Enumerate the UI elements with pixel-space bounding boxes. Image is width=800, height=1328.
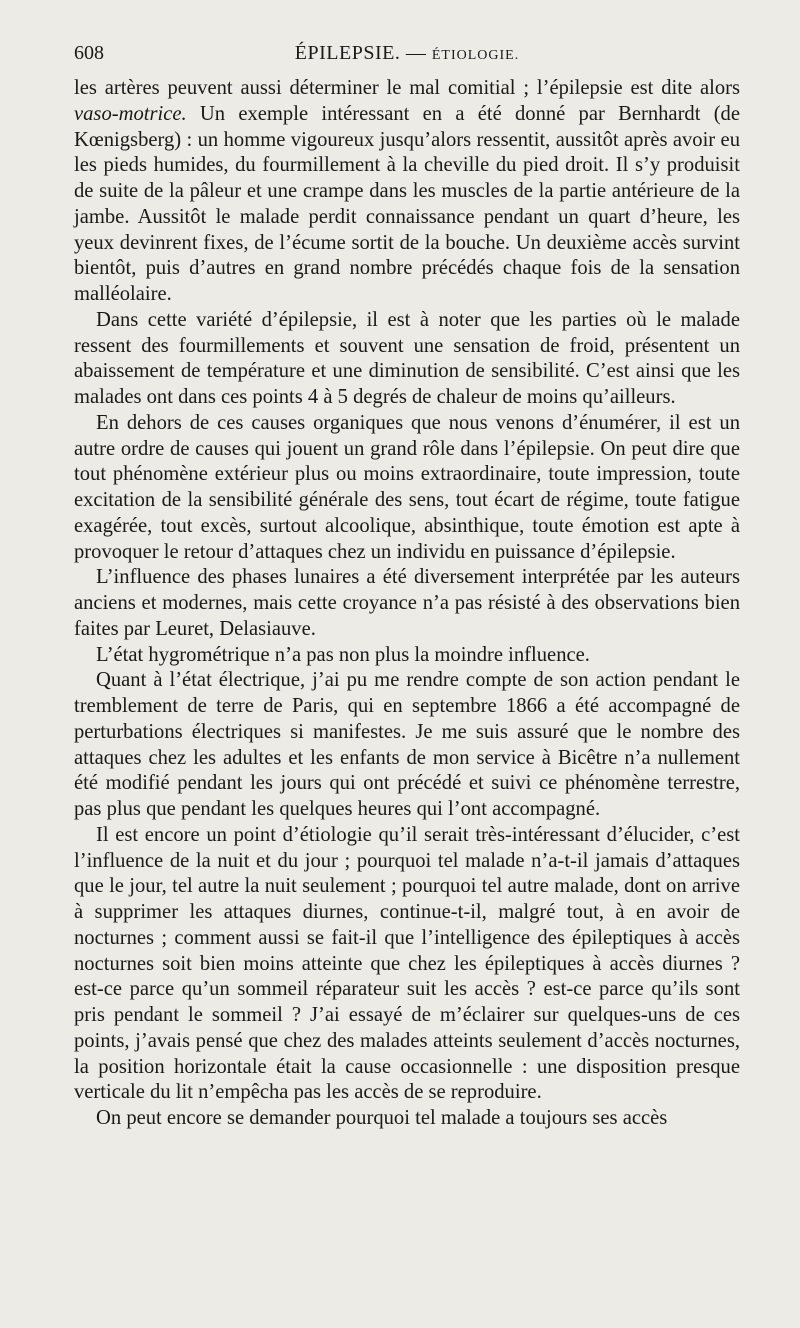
page-header: [74, 38, 740, 68]
paragraph-1: [74, 76, 740, 308]
paragraph-5: L’état hygrométrique n’a pas non plus la moindre influence.: [96, 643, 590, 666]
paragraph-6: Quant à l’état électrique, j’ai pu me rendre compte de son action pendant le tremblement de terre de Paris, qui en septembre 1866 a été accompagné de perturbations électriques si manifestes. Je me suis assuré que le nombre des attaques chez les adultes et les enfants de mon service à Bicêtre n’a nullement été modifié pendant les jours qui ont précédé et suivi ce phénomène terrestre, pas plus que pendant les quelques heures qui l’ont accompagné.: [74, 669, 740, 820]
paragraph-1-emphasis: vaso-motrice.: [74, 102, 187, 125]
paragraph-7: Il est encore un point d’étiologie qu’il serait très-intéressant d’élucider, c’est l’influence de la nuit et du jour ; pourquoi tel malade n’a-t-il jamais d’attaques que le jour, tel autre la nuit seulement ; pourquoi tel autre malade, dont on arrive à supprimer les attaques diurnes, continue-t-il, malgré tout, à en avoir de nocturnes ; comment aussi se fait-il que l’intelligence des épileptiques à accès nocturnes soit bien moins atteinte que chez les épileptiques à accès diurnes ? est-ce parce qu’un sommeil réparateur suit les accès ? est-ce parce qu’ils sont pris pendant le sommeil ? J’ai essayé de m’éclairer sur quelques-uns de ces points, j’avais pensé que chez des malades atteints seulement d’accès nocturnes, la position horizontale était la cause occasionnelle : une disposition presque verticale du lit n’empêcha pas les accès de se reproduire.: [74, 823, 740, 1104]
body-text: [74, 76, 740, 1132]
running-head-separator: —: [405, 42, 427, 64]
running-head-title: ÉPILEPSIE.: [294, 42, 401, 64]
paragraph-4: L’influence des phases lunaires a été diversement interprétée par les auteurs anciens et modernes, mais cette croyance n’a pas résisté à des observations bien faites par Leuret, Delasiauve.: [74, 566, 740, 640]
paragraph-1-before: les artères peuvent aussi déterminer le mal comitial ; l’épilepsie est dite alors: [74, 77, 740, 99]
running-head: [74, 42, 740, 65]
paragraph-1-after: Un exemple intéressant en a été donné par Bernhardt (de Kœnigsberg) : un homme vigoureux jusqu’alors ressentit, aussitôt après avoir eu les pieds humides, du fourmillement à la cheville du pied droit. Il s’y produisit de suite de la pâleur et une crampe dans les muscles de la partie antérieure de la jambe. Aussitôt le malade perdit connaissance pendant un quart d’heure, les yeux devinrent fixes, de l’écume sortit de la bouche. Un deuxième accès survint bientôt, puis d’autres en grand nombre précédés chaque fois de la sensation malléolaire.: [74, 102, 740, 305]
paragraph-3: En dehors de ces causes organiques que nous venons d’énumérer, il est un autre ordre de causes qui jouent un grand rôle dans l’épilepsie. On peut dire que tout phénomène extérieur plus ou moins extraordinaire, toute impression, toute excitation de la sensibilité générale des sens, tout écart de régime, toute fatigue exagérée, tout excès, surtout alcoolique, absinthique, toute émotion est apte à provoquer le retour d’attaques chez un individu en puissance d’épilepsie.: [74, 411, 740, 563]
paragraph-2: Dans cette variété d’épilepsie, il est à noter que les parties où le malade ressent des fourmillements et souvent une sensation de froid, présentent un abaissement de température et une diminution de sensibilité. C’est ainsi que les malades ont dans ces points 4 à 5 degrés de chaleur de moins qu’ailleurs.: [74, 308, 740, 408]
paragraph-8: On peut encore se demander pourquoi tel malade a toujours ses accès: [96, 1107, 668, 1129]
page-number: 608: [74, 42, 104, 64]
running-head-section: ÉTIOLOGIE.: [431, 48, 520, 63]
